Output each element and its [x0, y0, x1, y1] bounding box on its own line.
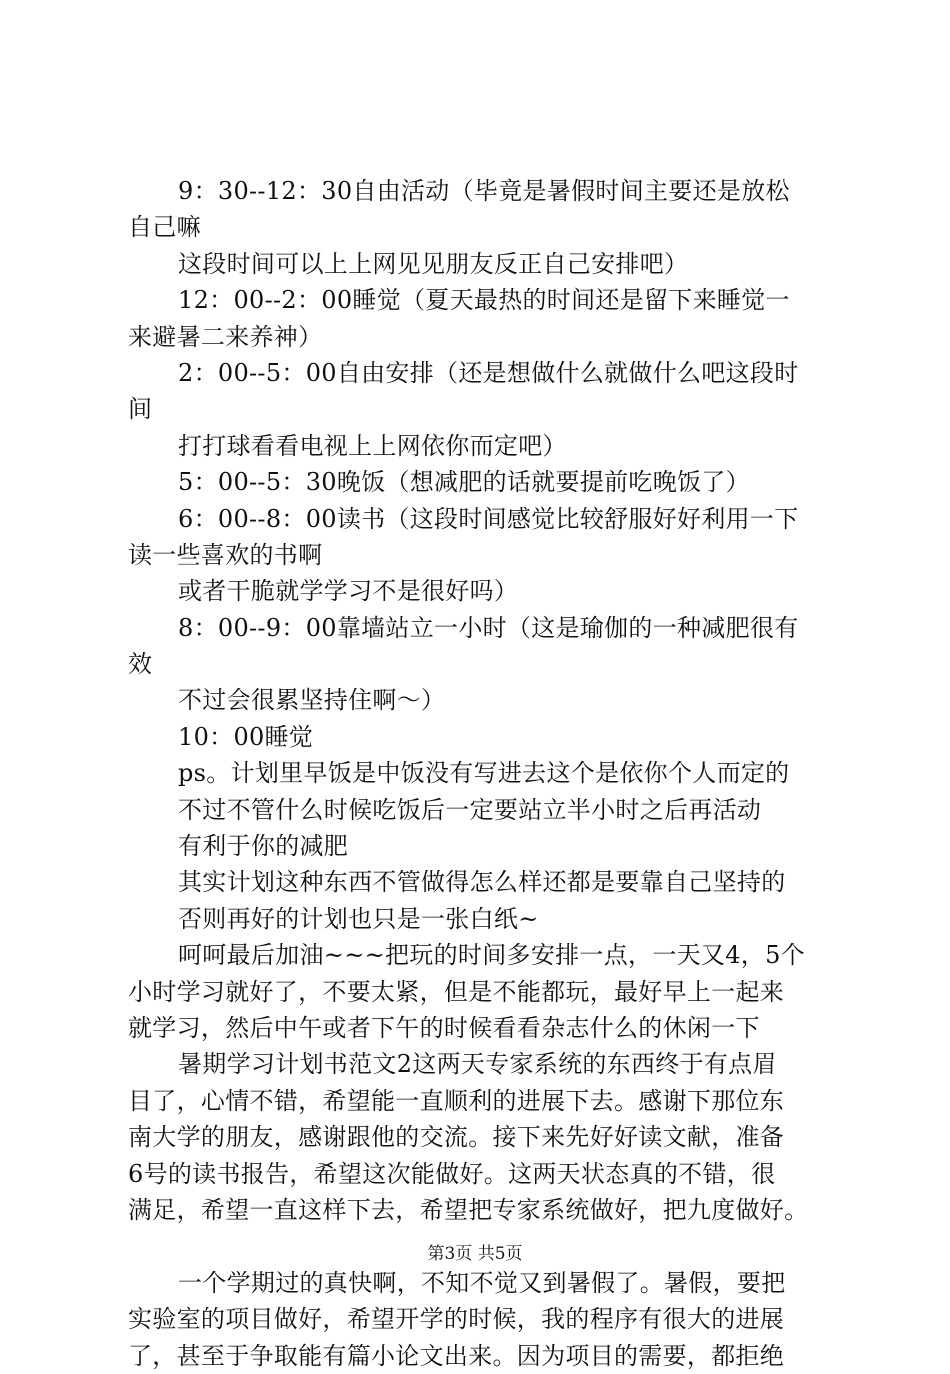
text-line: 12：00--2：00睡觉（夏天最热的时间还是留下来睡觉一 [178, 286, 790, 315]
text-line: 南大学的朋友，感谢跟他的交流。接下来先好好读文献，准备 [128, 1123, 785, 1152]
text-line: 实验室的项目做好，希望开学的时候，我的程序有很大的进展 [128, 1305, 785, 1334]
text-line: 8：00--9：00靠墙站立一小时（这是瑜伽的一种减肥很有 [178, 613, 799, 642]
text-line: 了，甚至于争取能有篇小论文出来。因为项目的需要，都拒绝 [128, 1341, 785, 1370]
text-line: 9：30--12：30自由活动（毕竟是暑假时间主要还是放松 [178, 177, 790, 205]
text-line: 6号的读书报告，希望这次能做好。这两天状态真的不错，很 [128, 1159, 776, 1188]
page-number-footer: 第3页 共5页 [427, 1244, 523, 1264]
text-line: 读一些喜欢的书啊 [128, 540, 323, 569]
text-line: 这段时间可以上上网见见朋友反正自己安排吧） [178, 249, 689, 278]
text-line: 打打球看看电视上上网依你而定吧） [178, 431, 567, 460]
document-body [128, 173, 838, 1374]
text-line: 否则再好的计划也只是一张白纸~ [178, 904, 539, 933]
text-line: 目了，心情不错，希望能一直顺利的进展下去。感谢下那位东 [128, 1086, 785, 1115]
text-line: 或者干脆就学学习不是很好吗） [178, 577, 519, 606]
text-line: 就学习，然后中午或者下午的时候看看杂志什么的休闲一下 [128, 1013, 760, 1042]
text-line: 不过不管什么时候吃饭后一定要站立半小时之后再活动 [178, 795, 762, 824]
text-line: 间 [128, 395, 153, 424]
text-line: 6：00--8：00读书（这段时间感觉比较舒服好好利用一下 [178, 504, 799, 533]
text-line: 自己嘛 [128, 213, 201, 242]
text-line: 不过会很累坚持住啊～） [178, 686, 446, 715]
text-line: 5：00--5：30晚饭（想减肥的话就要提前吃晚饭了） [178, 468, 750, 497]
text-line: 小时学习就好了，不要太紧，但是不能都玩，最好早上一起来 [128, 977, 785, 1006]
text-line: 来避暑二来养神） [128, 322, 323, 351]
text-line: 暑期学习计划书范文2这两天专家系统的东西终于有点眉 [178, 1050, 777, 1079]
text-line: ps。计划里早饭是中饭没有写进去这个是依你个人而定的 [178, 759, 790, 788]
text-line: 有利于你的减肥 [178, 832, 349, 861]
text-line: 呵呵最后加油~~~把玩的时间多安排一点，一天又4，5个 [178, 941, 805, 970]
text-line: 2：00--5：00自由安排（还是想做什么就做什么吧这段时 [178, 358, 799, 387]
text-line: 10：00睡觉 [178, 722, 314, 751]
text-line: 其实计划这种东西不管做得怎么样还都是要靠自己坚持的 [178, 868, 786, 897]
text-line: 满足，希望一直这样下去，希望把专家系统做好，把九度做好。 [128, 1195, 809, 1224]
text-line: 一个学期过的真快啊，不知不觉又到暑假了。暑假，要把 [178, 1268, 786, 1297]
text-line: 效 [128, 650, 153, 679]
